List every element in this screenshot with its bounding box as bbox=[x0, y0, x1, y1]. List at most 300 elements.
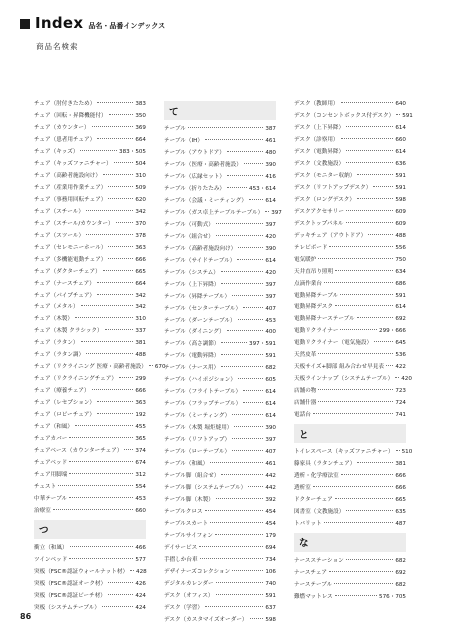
index-entry bbox=[164, 423, 276, 435]
entry-name: 電動リクライナー（電気施設） bbox=[294, 340, 373, 347]
entry-page: 614 bbox=[265, 413, 276, 420]
entry-name: 電動昇降テーブル bbox=[294, 292, 339, 299]
entry-name: デスク（文教施設） bbox=[294, 160, 345, 167]
index-entry bbox=[294, 135, 406, 147]
index-title: Index bbox=[35, 14, 84, 32]
index-entry bbox=[294, 219, 406, 231]
index-entry bbox=[34, 410, 146, 422]
index-entry bbox=[164, 172, 276, 184]
index-entry bbox=[34, 123, 146, 135]
entry-name: 電動昇降デスク bbox=[294, 304, 333, 311]
section-heading: つ bbox=[34, 520, 146, 539]
entry-name: テーブル（ダイニング） bbox=[164, 329, 225, 336]
index-entry bbox=[34, 267, 146, 279]
dot-leader bbox=[243, 402, 263, 403]
index-entry bbox=[294, 374, 412, 386]
entry-page: 390 bbox=[265, 245, 276, 252]
entry-page: 536 bbox=[395, 352, 406, 359]
entry-name: チェアベース（カウンターチェア） bbox=[34, 448, 123, 455]
index-entry bbox=[34, 338, 146, 350]
entry-page: 666 bbox=[135, 256, 146, 263]
entry-page: 694 bbox=[265, 544, 276, 551]
entry-page: 390 bbox=[265, 161, 276, 168]
index-entry bbox=[164, 196, 276, 208]
dot-leader bbox=[227, 175, 263, 176]
entry-page: 426 bbox=[135, 580, 146, 587]
dot-leader bbox=[221, 354, 263, 355]
entry-name: チェア（キッズファニチャー） bbox=[34, 160, 112, 167]
entry-page: 310 bbox=[135, 316, 146, 323]
index-entry bbox=[164, 304, 276, 316]
dot-leader bbox=[221, 342, 247, 343]
index-entry bbox=[34, 350, 146, 362]
entry-page: 453・614 bbox=[249, 185, 276, 192]
entry-name: テーブル（組合せ） bbox=[164, 233, 214, 240]
index-entry bbox=[294, 398, 406, 410]
dot-leader bbox=[108, 258, 133, 259]
index-entry bbox=[164, 567, 276, 579]
index-entry bbox=[294, 447, 413, 459]
dot-leader bbox=[243, 390, 263, 391]
entry-page: 666 bbox=[395, 473, 406, 480]
index-entry bbox=[294, 568, 406, 580]
index-entry bbox=[164, 615, 276, 627]
entry-name: デジタルカレンダー bbox=[164, 580, 214, 587]
index-entry bbox=[294, 350, 406, 362]
entry-page: 407 bbox=[265, 449, 276, 456]
entry-page: 591 bbox=[395, 184, 406, 191]
entry-page: 370 bbox=[135, 220, 146, 227]
dot-leader bbox=[92, 389, 134, 390]
index-entry bbox=[34, 362, 166, 374]
entry-page: 369 bbox=[135, 124, 146, 131]
entry-page: 179 bbox=[265, 532, 276, 539]
entry-name: トバリット bbox=[294, 520, 322, 527]
entry-page: 640 bbox=[395, 101, 406, 107]
index-entry bbox=[34, 243, 146, 255]
dot-leader bbox=[75, 317, 133, 318]
entry-page: 312 bbox=[135, 472, 146, 479]
dot-leader bbox=[346, 126, 393, 127]
dot-leader bbox=[341, 474, 394, 475]
entry-page: 420 bbox=[265, 233, 276, 240]
dot-leader bbox=[92, 126, 134, 127]
dot-leader bbox=[108, 198, 133, 199]
entry-page: 466 bbox=[135, 544, 146, 551]
index-entry bbox=[294, 459, 406, 471]
dot-leader bbox=[335, 270, 393, 271]
entry-name: チェアベッド bbox=[34, 460, 68, 467]
entry-name: テーブル（フラップテーブル） bbox=[164, 401, 242, 408]
dot-leader bbox=[108, 186, 133, 187]
entry-name: チェア（木製） bbox=[34, 316, 73, 323]
index-entry bbox=[164, 136, 276, 148]
entry-name: テーブル（ガス卓上テーブルテーブル） bbox=[164, 209, 264, 216]
index-entry bbox=[34, 291, 146, 303]
entry-page: 645 bbox=[395, 340, 406, 347]
index-entry bbox=[164, 555, 276, 567]
entry-name: チェア（メタル） bbox=[34, 304, 79, 311]
entry-page: 591 bbox=[265, 592, 276, 599]
entry-name: デスク（モニター収納） bbox=[294, 172, 356, 179]
entry-page: 397 bbox=[271, 209, 282, 216]
entry-name: 難燃マットレス bbox=[294, 593, 333, 600]
entry-page: 461 bbox=[265, 461, 276, 468]
entry-page: 740 bbox=[265, 580, 276, 587]
index-entry bbox=[164, 531, 276, 543]
index-entry bbox=[164, 339, 276, 351]
entry-name: テーブル（木製 堀炬燵用） bbox=[164, 425, 233, 432]
entry-page: 723 bbox=[395, 388, 406, 395]
dot-leader bbox=[248, 486, 263, 487]
entry-page: 342 bbox=[135, 208, 146, 215]
entry-name: テーブル（広縁セット） bbox=[164, 173, 226, 180]
dot-leader bbox=[199, 546, 263, 547]
dot-leader bbox=[216, 582, 264, 583]
dot-leader bbox=[396, 114, 400, 115]
dot-leader bbox=[69, 497, 133, 498]
dot-leader bbox=[357, 317, 394, 318]
entry-page: 383 bbox=[135, 101, 146, 107]
index-entry bbox=[164, 411, 276, 423]
dot-leader bbox=[265, 211, 269, 212]
index-column-2 bbox=[164, 99, 282, 627]
dot-leader bbox=[210, 522, 263, 523]
index-entry bbox=[164, 543, 276, 555]
index-column-3 bbox=[294, 99, 413, 604]
entry-page: 666 bbox=[395, 485, 406, 492]
dot-leader bbox=[243, 307, 263, 308]
dot-leader bbox=[97, 138, 133, 139]
entry-name: 透析室 bbox=[294, 485, 311, 492]
entry-name: 治療室 bbox=[34, 507, 51, 514]
entry-name: チェア（和風） bbox=[34, 424, 73, 431]
entry-page: 670 bbox=[154, 364, 166, 371]
entry-page: 591 bbox=[395, 172, 406, 179]
index-entry bbox=[34, 195, 146, 207]
index-entry bbox=[164, 387, 276, 399]
index-entry bbox=[294, 291, 406, 303]
entry-name: チェアカバー bbox=[34, 436, 68, 443]
entry-page: 310 bbox=[135, 172, 146, 179]
entry-page: 682 bbox=[395, 557, 406, 564]
entry-name: チェア（リクライニング 医療・高齢者施設） bbox=[34, 364, 147, 371]
index-entry bbox=[294, 471, 406, 483]
dot-leader bbox=[395, 377, 399, 378]
dot-leader bbox=[86, 353, 133, 354]
index-entry bbox=[294, 302, 406, 314]
index-entry bbox=[164, 363, 276, 375]
entry-page: 591 bbox=[402, 112, 413, 119]
entry-name: チェア（療養チェア） bbox=[34, 388, 90, 395]
index-entry bbox=[294, 147, 406, 159]
index-entry bbox=[34, 326, 146, 338]
dot-leader bbox=[335, 595, 377, 596]
entry-name: 突板（FSC®認証ビーチ材） bbox=[34, 592, 106, 599]
entry-page: 637 bbox=[265, 604, 276, 611]
index-entry bbox=[164, 148, 276, 160]
index-entry bbox=[164, 375, 276, 387]
dot-leader bbox=[227, 151, 263, 152]
index-entry bbox=[164, 244, 276, 256]
entry-name: トイレスペース（キッズファニチャー） bbox=[294, 449, 394, 456]
entry-name: テーブル（センターテーブル） bbox=[164, 305, 242, 312]
index-entry bbox=[294, 99, 406, 111]
entry-name: テーブル（和風） bbox=[164, 461, 209, 468]
entry-name: テーブル（サイドテーブル） bbox=[164, 257, 236, 264]
index-entry bbox=[34, 147, 146, 159]
entry-name: デスクトップパネル bbox=[294, 220, 344, 227]
entry-page: 363 bbox=[135, 244, 146, 251]
dot-leader bbox=[97, 401, 133, 402]
index-entry bbox=[34, 591, 146, 603]
entry-page: 664 bbox=[135, 280, 146, 287]
entry-name: 天井直吊り照明 bbox=[294, 268, 334, 275]
index-entry bbox=[294, 183, 406, 195]
index-entry bbox=[164, 519, 276, 531]
index-entry bbox=[294, 231, 406, 243]
entry-page: 374 bbox=[135, 448, 146, 455]
entry-page: 392 bbox=[265, 497, 276, 504]
entry-name: デスク（電動昇降） bbox=[294, 148, 345, 155]
entry-page: 665 bbox=[395, 497, 406, 504]
entry-page: 397・591 bbox=[249, 341, 276, 348]
index-entry bbox=[34, 603, 146, 615]
dot-leader bbox=[232, 438, 263, 439]
index-entry bbox=[34, 314, 146, 326]
entry-name: テーブル脚（システムテーブル） bbox=[164, 485, 247, 492]
dot-leader bbox=[237, 259, 263, 260]
entry-page: 692 bbox=[395, 316, 406, 323]
entry-page: 387 bbox=[265, 126, 276, 132]
entry-name: テーブル脚（木製） bbox=[164, 497, 214, 504]
dot-leader bbox=[81, 305, 134, 306]
entry-name: テーブルクロス bbox=[164, 509, 203, 515]
entry-page: 674 bbox=[135, 460, 146, 467]
entry-name: チェア（キッズ） bbox=[34, 148, 79, 155]
dot-leader bbox=[103, 270, 134, 271]
index-entry bbox=[34, 171, 146, 183]
entry-page: 598 bbox=[395, 196, 406, 203]
dot-leader bbox=[97, 102, 133, 103]
entry-name: チェア（ラタン） bbox=[34, 340, 79, 347]
entry-name: テーブル（医療・高齢者施設） bbox=[164, 161, 242, 168]
dot-leader bbox=[340, 329, 377, 330]
dot-leader bbox=[238, 378, 263, 379]
entry-page: 614 bbox=[395, 304, 406, 311]
section-heading: て bbox=[164, 101, 276, 120]
index-entry bbox=[164, 459, 276, 471]
dot-leader bbox=[102, 606, 133, 607]
entry-page: 682 bbox=[265, 365, 276, 372]
entry-page: 407 bbox=[265, 305, 276, 312]
dot-leader bbox=[130, 570, 134, 571]
dot-leader bbox=[221, 283, 263, 284]
entry-page: 106 bbox=[265, 568, 276, 575]
entry-page: 488 bbox=[395, 232, 406, 239]
dot-leader bbox=[97, 282, 134, 283]
entry-name: チェア（セレモニーホール） bbox=[34, 244, 107, 251]
entry-name: デスク（上下昇降） bbox=[294, 124, 345, 131]
entry-name: テーブルサイフォン bbox=[164, 532, 214, 539]
index-column-1 bbox=[34, 99, 166, 615]
index-entry bbox=[164, 160, 276, 172]
dot-leader bbox=[324, 282, 393, 283]
entry-name: テーブル bbox=[164, 126, 186, 132]
index-entry bbox=[294, 111, 413, 123]
entry-name: ドクターチェア bbox=[294, 497, 333, 504]
dot-leader bbox=[249, 199, 263, 200]
entry-page: 342 bbox=[135, 304, 146, 311]
index-entry bbox=[34, 386, 146, 398]
entry-name: テーブル（高齢者施設向け） bbox=[164, 245, 237, 252]
index-entry bbox=[34, 494, 146, 506]
entry-page: 422 bbox=[395, 364, 406, 371]
entry-name: 突板（FSC®認証ウォールナット材） bbox=[34, 568, 129, 575]
entry-name: ナーステーブル bbox=[294, 581, 333, 588]
entry-name: デスク（コンセントボックス付デスク） bbox=[294, 112, 395, 119]
dot-leader bbox=[227, 187, 247, 188]
entry-page: 453 bbox=[135, 495, 146, 502]
entry-page: 488 bbox=[135, 352, 146, 359]
entry-name: テーブル（ナース用） bbox=[164, 365, 220, 372]
dot-leader bbox=[244, 163, 264, 164]
entry-page: 487 bbox=[395, 520, 406, 527]
entry-page: 442 bbox=[265, 473, 276, 480]
dot-leader bbox=[188, 127, 263, 128]
index-entry bbox=[34, 579, 146, 591]
entry-page: 424 bbox=[135, 604, 146, 611]
entry-name: テーブル（電動昇降） bbox=[164, 353, 220, 360]
dot-leader bbox=[234, 426, 263, 427]
entry-page: 510 bbox=[401, 449, 413, 456]
entry-page: 664 bbox=[135, 136, 146, 143]
dot-leader bbox=[116, 222, 134, 223]
dot-leader bbox=[205, 139, 263, 140]
entry-name: 店舗の物 bbox=[294, 388, 317, 395]
entry-name: テーブル（システム） bbox=[164, 269, 219, 276]
index-entry bbox=[164, 292, 276, 304]
dot-leader bbox=[216, 594, 264, 595]
dot-leader bbox=[374, 341, 393, 342]
index-entry bbox=[164, 327, 276, 339]
entry-name: 点滴作業台 bbox=[294, 280, 322, 287]
dot-leader bbox=[346, 559, 394, 560]
index-entry bbox=[164, 280, 276, 292]
entry-page: 734 bbox=[265, 556, 276, 563]
entry-name: デスク（カスタマイズオーダー） bbox=[164, 616, 248, 623]
entry-page: 504 bbox=[135, 160, 146, 167]
entry-name: 透析・化学療法室 bbox=[294, 473, 339, 480]
dot-leader bbox=[357, 174, 393, 175]
entry-name: 天板ラインナップ（システムテーブル） bbox=[294, 376, 394, 383]
entry-page: 614 bbox=[265, 197, 276, 204]
entry-name: 中華テーブル bbox=[34, 495, 68, 502]
index-entry bbox=[294, 314, 406, 326]
dot-leader bbox=[318, 258, 393, 259]
dot-leader bbox=[69, 558, 133, 559]
dot-leader bbox=[396, 450, 400, 451]
index-entry bbox=[34, 434, 146, 446]
index-entry bbox=[34, 135, 146, 147]
entry-page: 692 bbox=[395, 569, 406, 576]
index-entry bbox=[294, 556, 406, 568]
dot-leader bbox=[86, 210, 133, 211]
index-entry bbox=[294, 507, 406, 519]
index-entry bbox=[294, 243, 406, 255]
entry-page: 453 bbox=[265, 317, 276, 324]
section-label: 商品名検索 bbox=[36, 42, 79, 51]
entry-name: チェア（高齢者施設向け） bbox=[34, 172, 101, 179]
index-entry bbox=[34, 99, 146, 111]
entry-page: 192 bbox=[135, 412, 146, 419]
entry-page: 416 bbox=[265, 173, 276, 180]
entry-name: チェア（スチール） bbox=[34, 208, 84, 215]
entry-page: 454 bbox=[265, 509, 276, 515]
entry-name: 電話台 bbox=[294, 412, 311, 419]
dot-leader bbox=[80, 150, 117, 151]
entry-page: 605 bbox=[265, 377, 276, 384]
dot-leader bbox=[357, 198, 393, 199]
index-entry bbox=[164, 268, 276, 280]
entry-name: チェア（スチール/カウンター） bbox=[34, 220, 114, 227]
entry-name: テーブル（高さ調節） bbox=[164, 341, 220, 348]
dot-leader bbox=[114, 162, 134, 163]
dot-leader bbox=[340, 294, 393, 295]
entry-page: 342 bbox=[135, 292, 146, 299]
entry-name: 電動昇降ナーステーブル bbox=[294, 316, 355, 323]
entry-page: 665 bbox=[135, 268, 146, 275]
dot-leader bbox=[313, 486, 394, 487]
dot-leader bbox=[329, 571, 393, 572]
dot-leader bbox=[346, 510, 393, 511]
entry-name: デスク（オフィス） bbox=[164, 592, 214, 599]
entry-name: 天然皮革 bbox=[294, 352, 317, 359]
entry-page: 381 bbox=[395, 461, 406, 468]
entry-name: チェア（リクライニングチェア） bbox=[34, 376, 117, 383]
dot-leader bbox=[108, 594, 133, 595]
dot-leader bbox=[232, 570, 263, 571]
dot-leader bbox=[232, 450, 263, 451]
dot-leader bbox=[108, 246, 133, 247]
entry-name: デッキチェア（アウトドア） bbox=[294, 232, 367, 239]
dot-leader bbox=[318, 401, 393, 402]
entry-page: 397 bbox=[265, 437, 276, 444]
dot-leader bbox=[205, 606, 263, 607]
entry-page: 363 bbox=[135, 400, 146, 407]
entry-name: デスク（教師用） bbox=[294, 101, 339, 107]
entry-name: チェスト bbox=[34, 484, 57, 490]
entry-page: 724 bbox=[395, 400, 406, 407]
index-entry bbox=[34, 398, 146, 410]
entry-name: 突板（システムテーブル） bbox=[34, 604, 100, 611]
entry-page: 660 bbox=[135, 507, 146, 514]
index-entry bbox=[164, 471, 276, 483]
index-entry bbox=[164, 220, 276, 232]
entry-page: 591 bbox=[265, 353, 276, 360]
dot-leader bbox=[250, 618, 264, 619]
index-entry bbox=[34, 279, 146, 291]
entry-page: 636 bbox=[395, 160, 406, 167]
index-entry bbox=[164, 507, 276, 519]
index-entry bbox=[294, 207, 406, 219]
entry-name: ナースステーション bbox=[294, 557, 344, 564]
entry-page: 400 bbox=[265, 329, 276, 336]
index-entry bbox=[164, 495, 276, 507]
dot-leader bbox=[216, 223, 263, 224]
dot-leader bbox=[329, 246, 393, 247]
entry-name: テーブルスカート bbox=[164, 520, 209, 527]
